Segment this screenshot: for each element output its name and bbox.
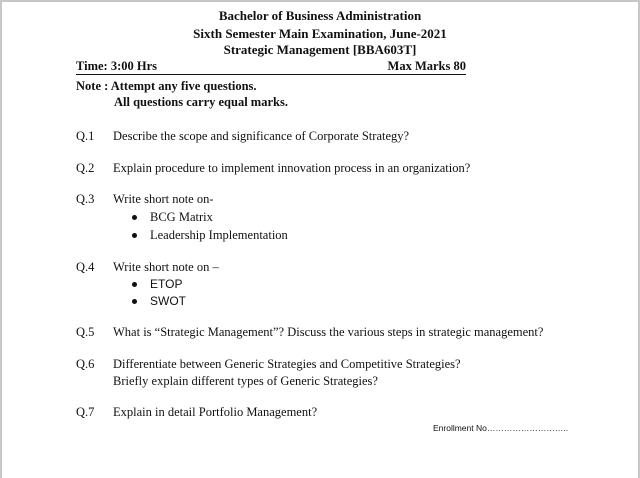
question-text: Differentiate between Generic Strategies and Competitive Strategies? [113, 357, 461, 371]
question-number: Q.4 [76, 260, 95, 274]
time-allowed: Time: 3:00 Hrs [76, 59, 158, 73]
max-marks: Max Marks 80 [387, 59, 466, 73]
question-text: Explain procedure to implement innovation process in an organization? [113, 161, 471, 175]
bullet-text: SWOT [150, 294, 186, 308]
bullet-text: Leadership Implementation [150, 228, 288, 242]
enrollment-number-field: Enrollment No……………………….. [433, 423, 569, 433]
question-text: Describe the scope and significance of Corporate Strategy? [113, 129, 410, 143]
question-text: Write short note on- [113, 192, 214, 206]
question-number: Q.1 [76, 129, 95, 143]
question-number: Q.5 [76, 325, 95, 339]
bullet-dot-icon [132, 233, 137, 238]
instruction-note: Note : Attempt any five questions. [76, 79, 257, 93]
instruction-note-line2: All questions carry equal marks. [114, 95, 288, 109]
question-text-line2: Briefly explain different types of Generic Strategies? [113, 374, 378, 388]
bullet-text: ETOP [150, 277, 183, 291]
question-text: Write short note on – [113, 260, 219, 274]
question-number: Q.7 [76, 405, 95, 419]
question-number: Q.2 [76, 161, 95, 175]
program-title: Bachelor of Business Administration [218, 8, 422, 23]
page-border-left [0, 0, 2, 478]
question-text: Explain in detail Portfolio Management? [113, 405, 318, 419]
bullet-dot-icon [132, 299, 137, 304]
exam-title: Sixth Semester Main Examination, June-2021 [193, 26, 447, 41]
question-number: Q.3 [76, 192, 95, 206]
course-title: Strategic Management [BBA603T] [223, 42, 417, 57]
bullet-dot-icon [132, 282, 137, 287]
time-marks-bar [76, 59, 466, 75]
question-number: Q.6 [76, 357, 95, 371]
question-text: What is “Strategic Management”? Discuss the various steps in strategic management? [113, 325, 544, 339]
page-border-top [0, 0, 640, 2]
bullet-dot-icon [132, 215, 137, 220]
bullet-text: BCG Matrix [150, 210, 213, 224]
